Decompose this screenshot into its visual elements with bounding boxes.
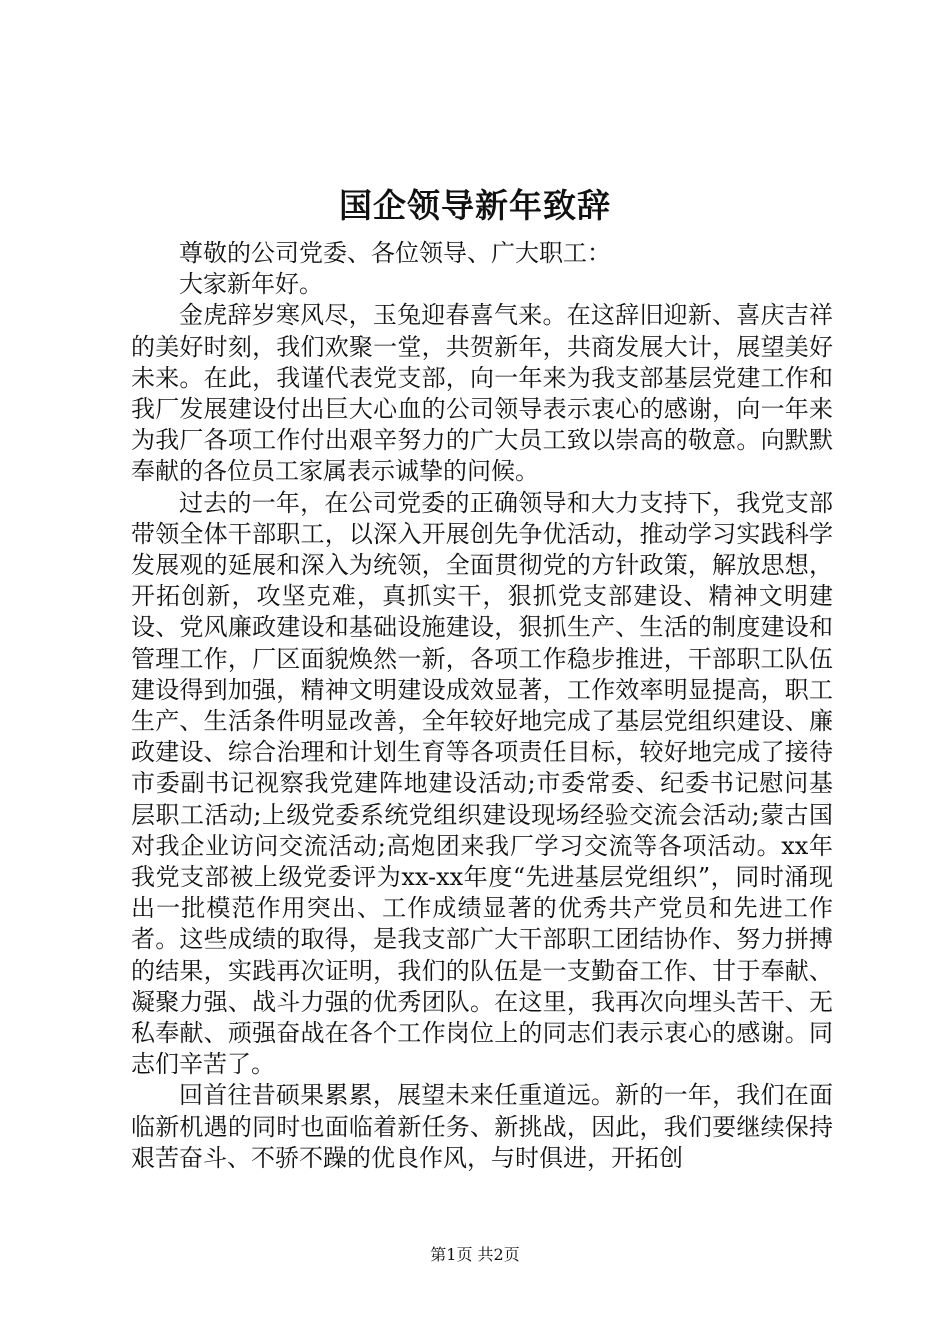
salutation-paragraph: 尊敬的公司党委、各位领导、广大职工： bbox=[179, 239, 611, 267]
greeting-paragraph: 大家新年好。 bbox=[179, 270, 323, 299]
body-paragraph: 金虎辞岁寒风尽，玉兔迎春喜气来。在这辞旧迎新、喜庆吉祥的美好时刻，我们欢聚一堂，共贺新年，共商发展大计，展望美好未来。在此，我谨代表党支部，向一年来为我支部基层党建工作和我厂发展建设付出巨大心血的公司领导表示衷心的感谢，向一年来为我厂各项工作付出艰辛努力的广大员工致以崇高的敬意。向默默奉献的各位员工家属表示诚挚的问候。 bbox=[131, 301, 833, 486]
body-paragraph: 过去的一年，在公司党委的正确领导和大力支持下，我党支部带领全体干部职工，以深入开展创先争优活动，推动学习实践科学发展观的延展和深入为统领，全面贯彻党的方针政策，解放思想，开拓创新，攻坚克难，真抓实干，狠抓党支部建设、精神文明建设、党风廉政建设和基础设施建设，狠抓生产、生活的制度建设和管理工作，厂区面貌焕然一新，各项工作稳步推进，干部职工队伍建设得到加强，精神文明建设成效显著，工作效率明显提高，职工生产、生活条件明显改善，全年较好地完成了基层党组织建设、廉政建设、综合治理和计划生育等各项责任目标，较好地完成了接待市委副书记视察我党建阵地建设活动;市委常委、纪委书记慰问基层职工活动;上级党委系统党组织建设现场经验交流会活动;蒙古国对我企业访问交流活动;高炮团来我厂学习交流等各项活动。xx年我党支部被上级党委评为xx-xx年度“先进基层党组织”，同时涌现出一批模范作用突出、工作成绩显著的优秀共产党员和先进工作者。这些成绩的取得，是我支部广大干部职工团结协作、努力拼搏的结果，实践再次证明，我们的队伍是一支勤奋工作、甘于奉献、凝聚力强、战斗力强的优秀团队。在这里，我再次向埋头苦干、无私奉献、顽强奋战在各个工作岗位上的同志们表示衷心的感谢。同志们辛苦了。 bbox=[131, 488, 833, 1079]
document-body bbox=[131, 238, 833, 1174]
document-title: 国企领导新年致辞 bbox=[339, 186, 611, 225]
page-footer: 第1页 共2页 bbox=[430, 1245, 520, 1264]
body-paragraph: 回首往昔硕果累累，展望未来任重道远。新的一年，我们在面临新机遇的同时也面临着新任务、新挑战，因此，我们要继续保持艰苦奋斗、不骄不躁的优良作风，与时俱进，开拓创 bbox=[131, 1081, 833, 1172]
